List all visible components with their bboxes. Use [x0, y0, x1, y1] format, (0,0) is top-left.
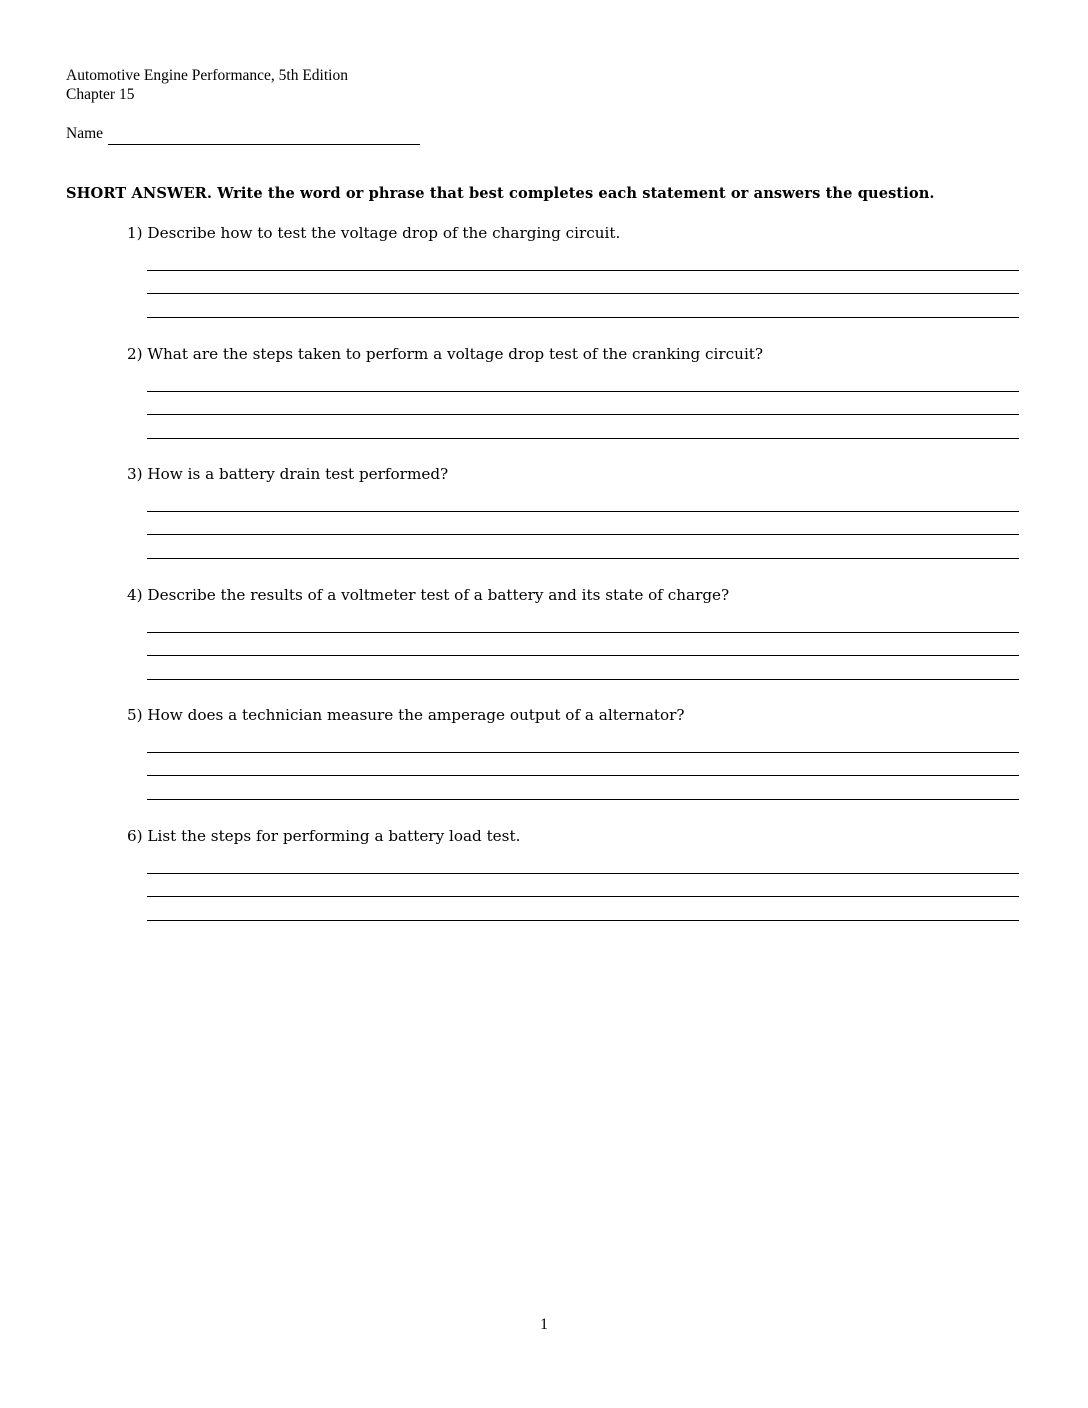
answer-line[interactable]	[147, 558, 1019, 559]
answer-line[interactable]	[147, 414, 1019, 415]
question-text: 2) What are the steps taken to perform a voltage drop test of the cranking circuit?	[127, 344, 764, 363]
question-text: 5) How does a technician measure the amperage output of a alternator?	[127, 706, 685, 725]
section-instructions: SHORT ANSWER. Write the word or phrase that best completes each statement or answers the question.	[66, 185, 935, 202]
name-label: Name	[66, 125, 104, 142]
answer-line[interactable]	[147, 775, 1019, 776]
answer-line[interactable]	[147, 317, 1019, 318]
answer-line[interactable]	[147, 632, 1019, 633]
answer-line[interactable]	[147, 270, 1019, 271]
answer-line[interactable]	[147, 896, 1019, 897]
question-item	[127, 344, 1019, 466]
name-field-line[interactable]	[108, 144, 420, 145]
answer-line[interactable]	[147, 752, 1019, 753]
answer-line[interactable]	[147, 391, 1019, 392]
question-item	[127, 224, 1019, 345]
question-text: 6) List the steps for performing a battery load test.	[127, 827, 521, 845]
question-item	[127, 827, 1019, 948]
question-text: 4) Describe the results of a voltmeter test of a battery and its state of charge?	[127, 585, 730, 604]
book-title: Automotive Engine Performance, 5th Edition	[66, 67, 348, 84]
question-item	[127, 585, 1019, 707]
answer-line[interactable]	[147, 799, 1019, 800]
answer-line[interactable]	[147, 438, 1019, 439]
question-text: 3) How is a battery drain test performed?	[127, 465, 449, 484]
answer-line[interactable]	[147, 511, 1019, 512]
answer-line[interactable]	[147, 679, 1019, 680]
page-number: 1	[540, 1316, 548, 1333]
answer-line[interactable]	[147, 534, 1019, 535]
question-text: 1) Describe how to test the voltage drop of the charging circuit.	[127, 224, 621, 242]
question-item	[127, 706, 1019, 827]
answer-line[interactable]	[147, 655, 1019, 656]
answer-line[interactable]	[147, 873, 1019, 874]
answer-line[interactable]	[147, 920, 1019, 921]
answer-line[interactable]	[147, 293, 1019, 294]
question-item	[127, 465, 1019, 586]
chapter-label: Chapter 15	[66, 86, 135, 103]
